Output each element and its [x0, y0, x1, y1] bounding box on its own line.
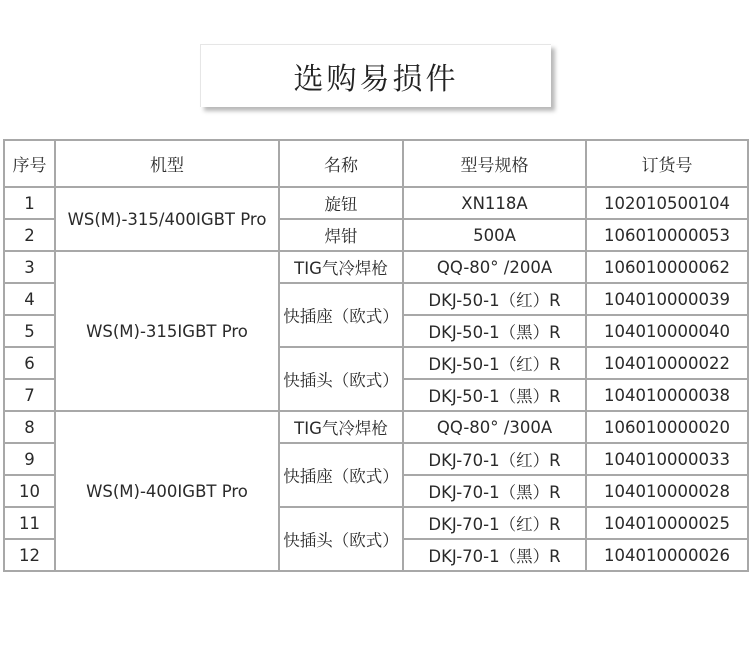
cell-no: 4	[4, 283, 55, 315]
title-box	[200, 44, 551, 107]
cell-no: 7	[4, 379, 55, 411]
cell-spec: DKJ-50-1（红）R	[403, 283, 586, 315]
cell-spec: DKJ-50-1（黑）R	[403, 379, 586, 411]
cell-order: 106010000053	[586, 219, 748, 251]
cell-spec: DKJ-50-1（黑）R	[403, 315, 586, 347]
cell-order: 104010000038	[586, 379, 748, 411]
cell-model: WS(M)-400IGBT Pro	[55, 411, 279, 571]
cell-no: 11	[4, 507, 55, 539]
cell-spec: XN118A	[403, 187, 586, 219]
cell-no: 9	[4, 443, 55, 475]
cell-name: 旋钮	[279, 187, 403, 219]
cell-spec: DKJ-70-1（红）R	[403, 443, 586, 475]
cell-spec: QQ-80° /200A	[403, 251, 586, 283]
cell-name: 快插头（欧式）	[279, 347, 403, 411]
cell-spec: DKJ-50-1（红）R	[403, 347, 586, 379]
cell-name: TIG气冷焊枪	[279, 411, 403, 443]
page-title: 选购易损件	[293, 62, 459, 97]
cell-order: 102010500104	[586, 187, 748, 219]
table-row	[4, 411, 748, 443]
spare-parts-table	[3, 139, 749, 572]
cell-spec: DKJ-70-1（黑）R	[403, 475, 586, 507]
column-header-name: 名称	[279, 140, 403, 187]
table-header-row	[4, 140, 748, 187]
cell-name: 快插座（欧式）	[279, 443, 403, 507]
cell-order: 104010000033	[586, 443, 748, 475]
column-header-spec: 型号规格	[403, 140, 586, 187]
cell-model: WS(M)-315/400IGBT Pro	[55, 187, 279, 251]
cell-order: 104010000028	[586, 475, 748, 507]
cell-no: 10	[4, 475, 55, 507]
cell-order: 106010000062	[586, 251, 748, 283]
cell-name: TIG气冷焊枪	[279, 251, 403, 283]
cell-spec: 500A	[403, 219, 586, 251]
cell-name: 焊钳	[279, 219, 403, 251]
column-header-no: 序号	[4, 140, 55, 187]
cell-no: 12	[4, 539, 55, 571]
cell-order: 104010000022	[586, 347, 748, 379]
cell-no: 1	[4, 187, 55, 219]
cell-no: 6	[4, 347, 55, 379]
cell-order: 104010000039	[586, 283, 748, 315]
cell-order: 104010000025	[586, 507, 748, 539]
cell-no: 2	[4, 219, 55, 251]
cell-spec: DKJ-70-1（黑）R	[403, 539, 586, 571]
cell-model: WS(M)-315IGBT Pro	[55, 251, 279, 411]
cell-no: 5	[4, 315, 55, 347]
cell-no: 8	[4, 411, 55, 443]
cell-name: 快插座（欧式）	[279, 283, 403, 347]
cell-name: 快插头（欧式）	[279, 507, 403, 571]
cell-order: 106010000020	[586, 411, 748, 443]
cell-spec: DKJ-70-1（红）R	[403, 507, 586, 539]
column-header-model: 机型	[55, 140, 279, 187]
column-header-order: 订货号	[586, 140, 748, 187]
cell-order: 104010000026	[586, 539, 748, 571]
cell-no: 3	[4, 251, 55, 283]
table-row	[4, 251, 748, 283]
cell-spec: QQ-80° /300A	[403, 411, 586, 443]
cell-order: 104010000040	[586, 315, 748, 347]
table-row	[4, 187, 748, 219]
